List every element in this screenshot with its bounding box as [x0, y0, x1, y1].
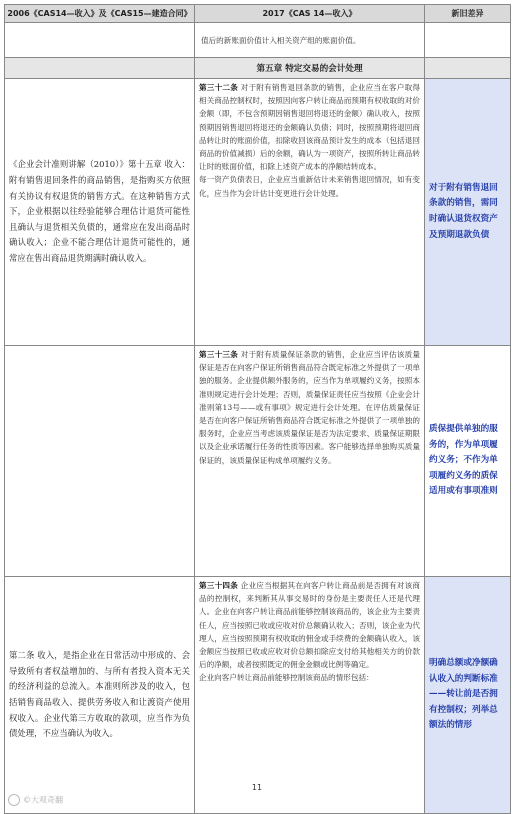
old-standard-text: 《企业会计准则讲解（2010）》第十五章 收入：附有销售退回条件的商品销售，是指购买方依照有关协议有权退货的销售方式。在这种销售方式下，企业根据以往经验能够合理估计退货可能性且确认与退货相关负债的，通常应在发出商品时确认收入；企业不能合理估计退货可能性的，通常应在售出商品退货期满时确认收入。 — [5, 79, 195, 346]
old-standard-text — [5, 346, 195, 577]
article-body: 企业应当根据其在向客户转让商品前是否拥有对该商品的控制权，来判断其从事交易时的身份是主要责任人还是代理人。企业在向客户转让商品前能够控制该商品的，该企业为主要责任人，应当按照已收或应收对价总额确认收入；否则，该企业为代理人，应当按照预期有权收取的佣金或手续费的金额确认收入，该金额应当按照已收或应收对价总额扣除应支付给其他相关方的价款后的净额，或者按照既定的佣金金额或比例等确定。 企业向客户转让商品前能够控制该商品的情形包括： — [199, 581, 421, 683]
page-number: 11 — [251, 783, 263, 792]
comparison-page — [4, 4, 510, 814]
header-new-standard: 2017《CAS 14—收入》 — [195, 5, 425, 23]
table-row — [5, 577, 511, 814]
article-body: 对于附有销售退回条款的销售，企业应当在客户取得相关商品控制权时，按照因向客户转让商品而预期有权收取的对价金额（即，不包含预期因销售退回将退还的金额）确认收入，按照预期因销售退回将退还的金额确认负债；同时，按照预期将退回商品转让时的账面价值，扣除收回该商品预计发生的成本（包括退回商品的价值减损）后的余额，确认为一项资产，按照所转让商品转让时的账面价值，扣除上述资产成本的净额结转成本。 每一资产负债表日，企业应当重新估计未来销售退回情况，如有变化，应当作为会计估计变更进行会计处理。 — [199, 83, 421, 198]
chapter-right-cell — [425, 58, 511, 79]
difference-text: 明确总额或净额确认收入的判断标准——转让前是否拥有控制权；列举总额法的情形 — [425, 577, 511, 814]
comparison-table — [4, 4, 511, 814]
new-standard-text — [195, 577, 425, 814]
watermark-logo-icon — [8, 794, 20, 806]
table-row — [5, 346, 511, 577]
chapter-row — [5, 58, 511, 79]
article-number: 第三十三条 — [199, 350, 239, 359]
chapter-title: 第五章 特定交易的会计处理 — [195, 58, 425, 79]
header-old-standard: 2006《CAS14—收入》及《CAS15—建造合同》 — [5, 5, 195, 23]
article-number: 第三十四条 — [199, 581, 239, 590]
old-standard-text: 第二条 收入，是指企业在日常活动中形成的、会导致所有者权益增加的、与所有者投入资本无关的经济利益的总流入。本准则所涉及的收入，包括销售商品收入、提供劳务收入和让渡资产使用权收入。企业代第三方收取的款项，应当作为负债处理，不应当确认为收入。 — [5, 577, 195, 814]
continuation-text: 值后的新账面价值计入相关资产组的账面价值。 — [195, 23, 425, 58]
continuation-right-cell — [425, 23, 511, 58]
continuation-left-cell — [5, 23, 195, 58]
new-standard-text — [195, 79, 425, 346]
header-differences: 新旧差异 — [425, 5, 511, 23]
watermark — [8, 794, 63, 806]
article-body: 对于附有质量保证条款的销售，企业应当评估该质量保证是否在向客户保证所销售商品符合既定标准之外提供了一项单独的服务。企业提供额外服务的，应当作为单项履约义务，按照本准则规定进行会计处理；否则，质量保证责任应当按照《企业会计准则第13号——或有事项》规定进行会计处理。在评估质量保证是否在向客户保证所销售商品符合既定标准之外提供了一项单独的服务时，企业应当考虑该质量保证是否为法定要求、质量保证期限以及企业承诺履行任务的性质等因素。客户能够选择单独购买质量保证的，该质量保证构成单项履约义务。 — [199, 350, 421, 465]
article-number: 第三十二条 — [199, 83, 239, 92]
table-row — [5, 79, 511, 346]
difference-text: 对于附有销售退回条款的销售，需同时确认退货权资产及预期退款负债 — [425, 79, 511, 346]
continuation-row — [5, 23, 511, 58]
watermark-text: ©大观奇翻 — [23, 795, 63, 805]
chapter-left-cell — [5, 58, 195, 79]
header-row — [5, 5, 511, 23]
difference-text: 质保提供单独的服务的，作为单项履约义务；不作为单项履约义务的质保适用或有事项准则 — [425, 346, 511, 577]
new-standard-text — [195, 346, 425, 577]
